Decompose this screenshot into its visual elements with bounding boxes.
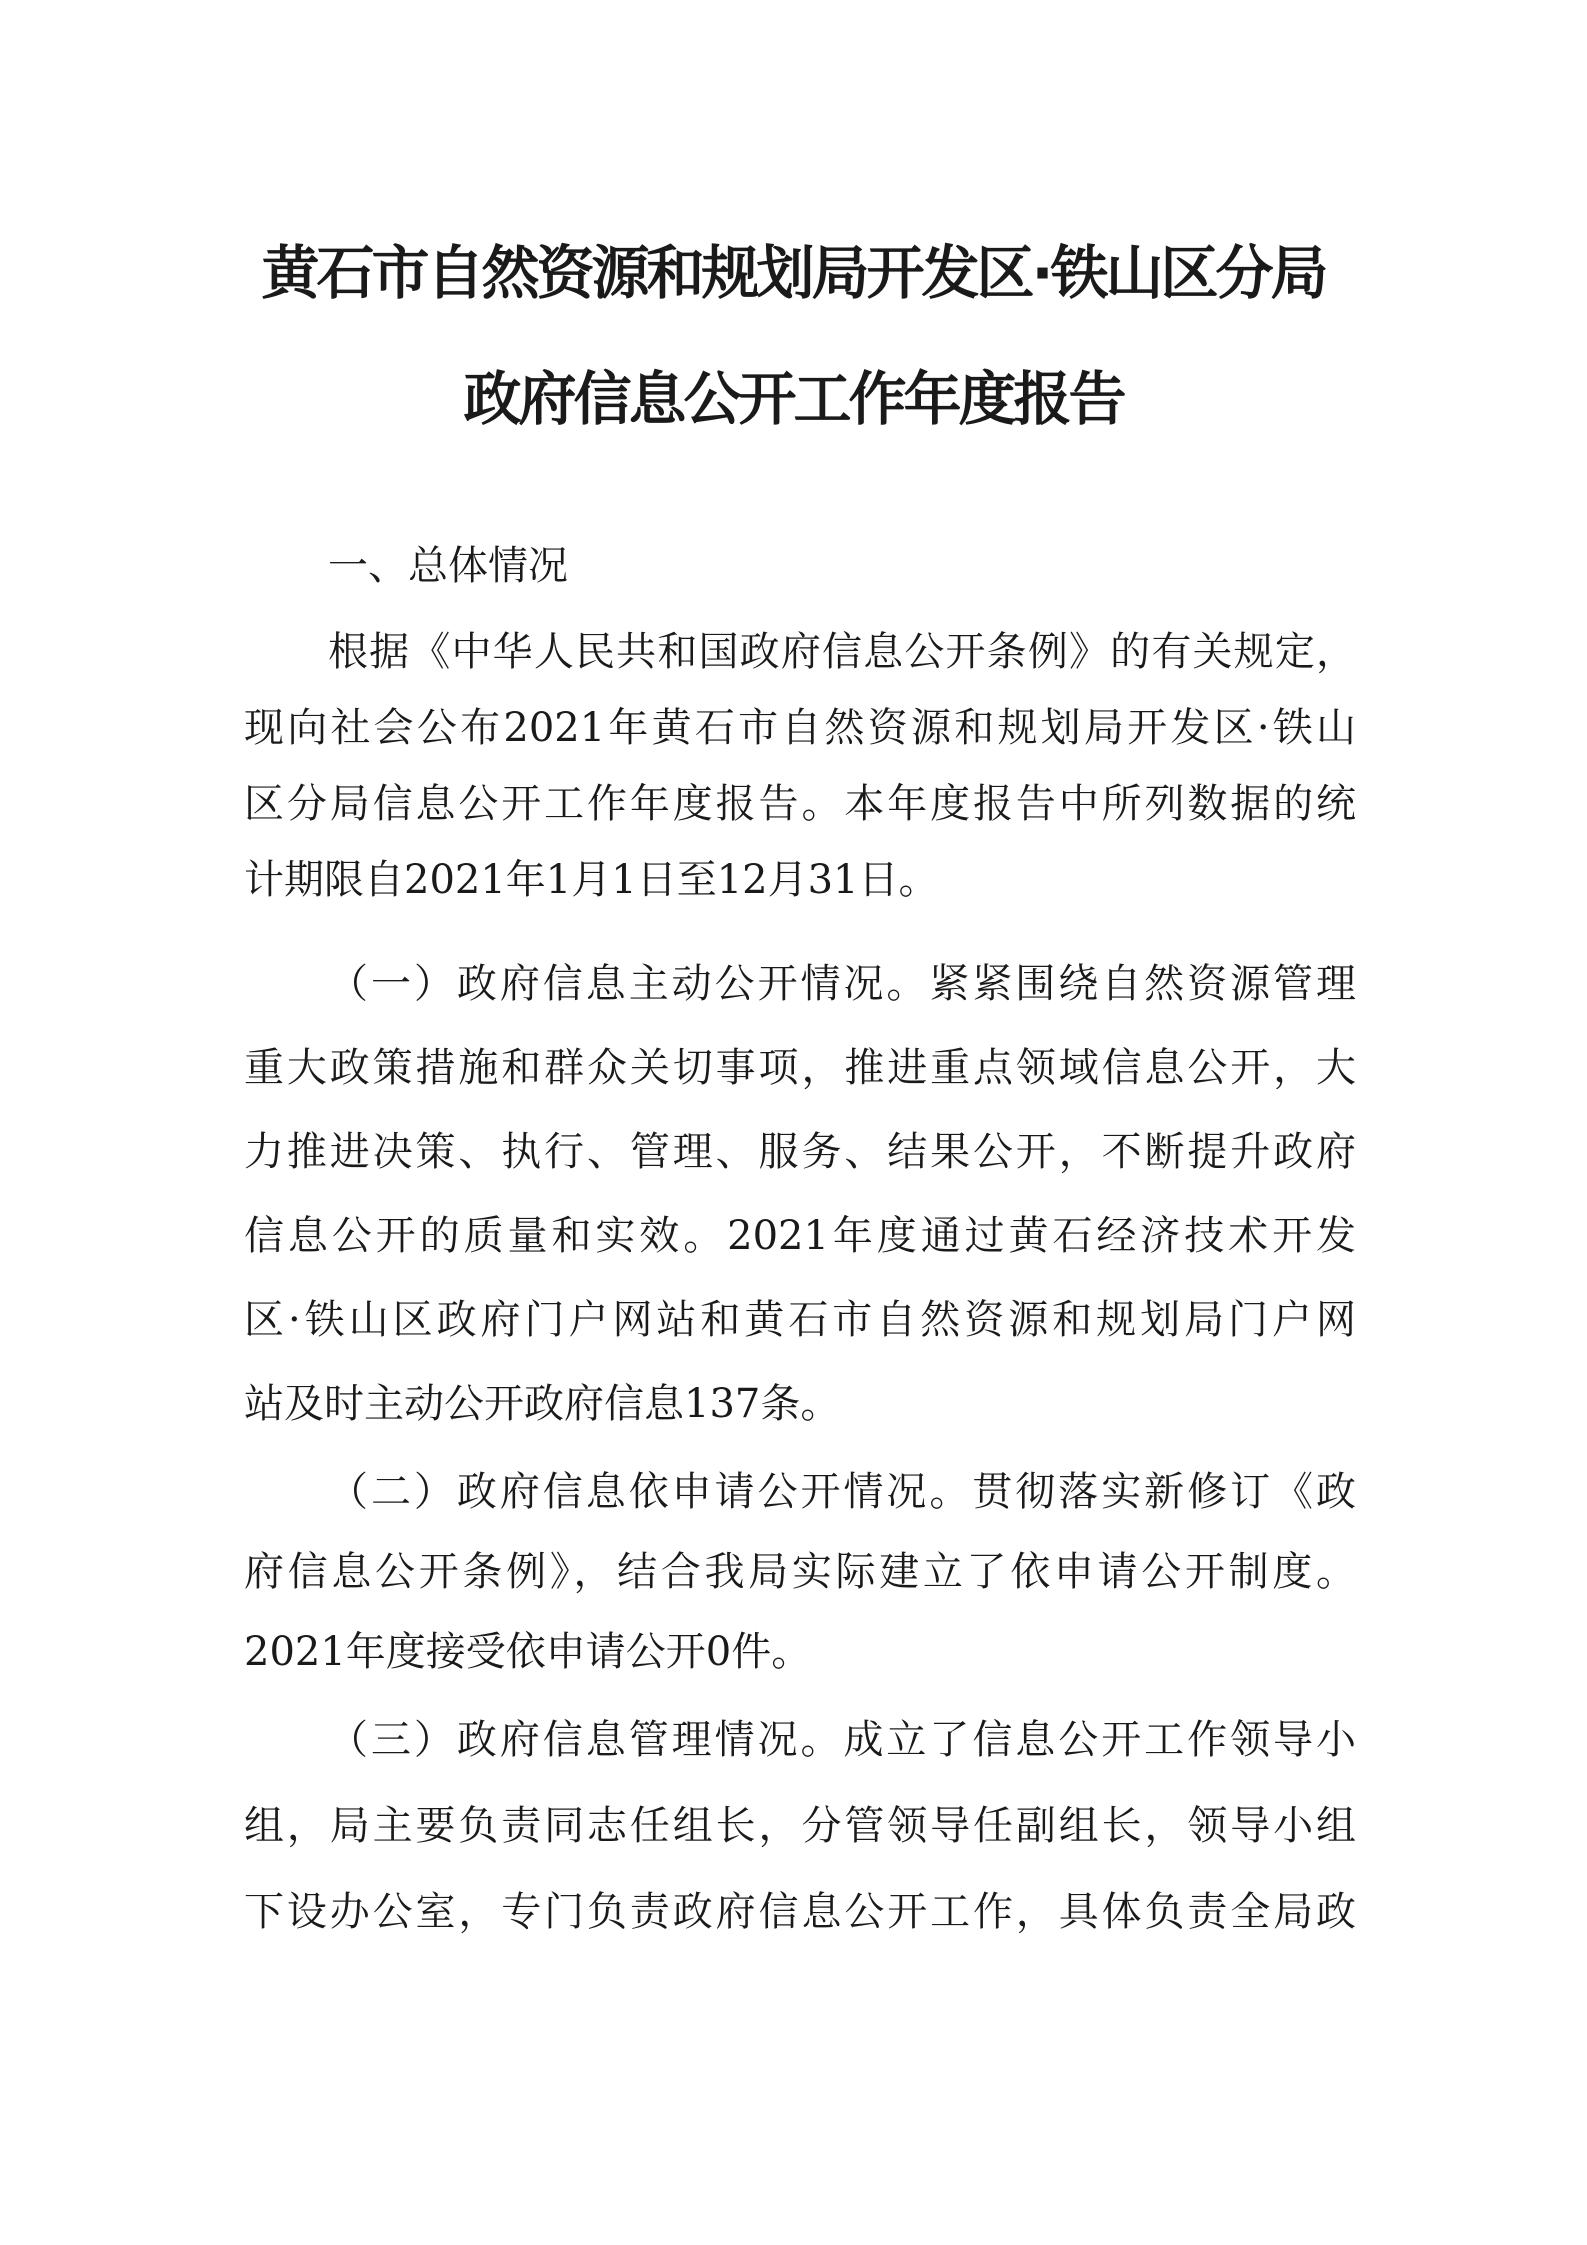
proactive-disclosure-paragraph-line: 站及时主动公开政府信息137条。 bbox=[244, 1381, 841, 1427]
intro-paragraph-line: 区分局信息公开工作年度报告。本年度报告中所列数据的统 bbox=[244, 781, 1356, 827]
information-management-paragraph-line: 下设办公室，专门负责政府信息公开工作，具体负责全局政 bbox=[244, 1889, 1356, 1935]
proactive-disclosure-paragraph-line: 信息公开的质量和实效。2021年度通过黄石经济技术开发 bbox=[244, 1213, 1356, 1259]
proactive-disclosure-paragraph-line: 重大政策措施和群众关切事项，推进重点领域信息公开，大 bbox=[244, 1045, 1356, 1091]
information-management-paragraph-line: 组，局主要负责同志任组长，分管领导任副组长，领导小组 bbox=[244, 1803, 1356, 1849]
request-disclosure-paragraph-line: 府信息公开条例》，结合我局实际建立了依申请公开制度。 bbox=[244, 1549, 1356, 1595]
request-disclosure-paragraph-line: 2021年度接受依申请公开0件。 bbox=[244, 1629, 812, 1675]
intro-paragraph-line: 现向社会公布2021年黄石市自然资源和规划局开发区·铁山 bbox=[244, 705, 1356, 751]
request-disclosure-paragraph-line: （二）政府信息依申请公开情况。贯彻落实新修订《政 bbox=[328, 1469, 1356, 1515]
proactive-disclosure-paragraph-line: 区·铁山区政府门户网站和黄石市自然资源和规划局门户网 bbox=[244, 1297, 1356, 1343]
document-title-line-2: 政府信息公开工作年度报告 bbox=[463, 365, 1124, 433]
document-title-line-1: 黄石市自然资源和规划局开发区·铁山区分局 bbox=[261, 239, 1326, 307]
information-management-paragraph-line: （三）政府信息管理情况。成立了信息公开工作领导小 bbox=[328, 1717, 1356, 1763]
section-heading-overview: 一、总体情况 bbox=[328, 543, 568, 589]
proactive-disclosure-paragraph-line: 力推进决策、执行、管理、服务、结果公开，不断提升政府 bbox=[244, 1129, 1356, 1175]
intro-paragraph-line: 计期限自2021年1月1日至12月31日。 bbox=[244, 857, 939, 903]
intro-paragraph-line: 根据《中华人民共和国政府信息公开条例》的有关规定， bbox=[328, 629, 1356, 675]
proactive-disclosure-paragraph-line: （一）政府信息主动公开情况。紧紧围绕自然资源管理 bbox=[328, 961, 1356, 1007]
